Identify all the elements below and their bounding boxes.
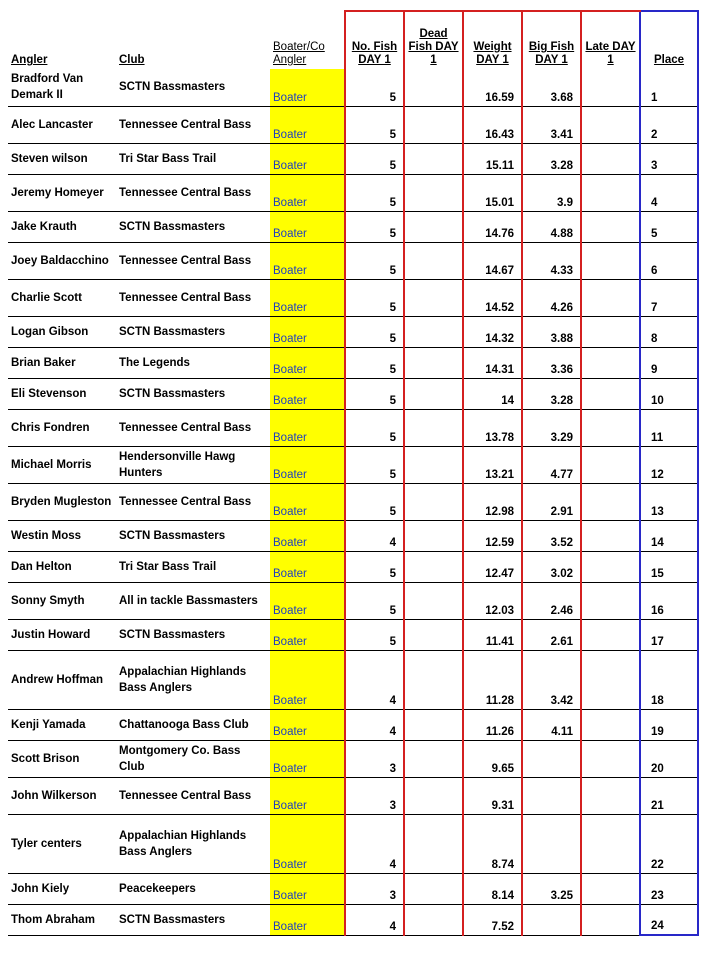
dead-fish-cell (404, 709, 463, 740)
boater-cell: Boater (270, 69, 345, 106)
results-body (8, 69, 698, 935)
big-fish-cell: 3.36 (522, 347, 581, 378)
angler-cell: Charlie Scott (8, 279, 116, 316)
dead-fish-cell (404, 378, 463, 409)
table-row (8, 143, 698, 174)
club-cell: Tennessee Central Bass (116, 777, 270, 814)
late-cell (581, 378, 640, 409)
late-cell (581, 446, 640, 483)
table-row (8, 520, 698, 551)
angler-cell: Alec Lancaster (8, 106, 116, 143)
big-fish-cell: 3.68 (522, 69, 581, 106)
late-cell (581, 242, 640, 279)
weight-cell: 12.98 (463, 483, 522, 520)
late-cell (581, 582, 640, 619)
table-row (8, 242, 698, 279)
boater-cell: Boater (270, 740, 345, 777)
place-cell: 1 (640, 69, 698, 106)
big-fish-cell: 2.91 (522, 483, 581, 520)
club-cell: Montgomery Co. Bass Club (116, 740, 270, 777)
boater-cell: Boater (270, 378, 345, 409)
no-fish-cell: 5 (345, 619, 404, 650)
club-cell: Tri Star Bass Trail (116, 143, 270, 174)
header-club: Club (119, 54, 145, 66)
boater-cell: Boater (270, 409, 345, 446)
weight-cell: 9.31 (463, 777, 522, 814)
place-cell: 12 (640, 446, 698, 483)
dead-fish-cell (404, 873, 463, 904)
place-cell: 15 (640, 551, 698, 582)
late-cell (581, 904, 640, 935)
table-row (8, 316, 698, 347)
place-cell: 19 (640, 709, 698, 740)
boater-cell: Boater (270, 279, 345, 316)
place-cell: 9 (640, 347, 698, 378)
club-cell: Tennessee Central Bass (116, 483, 270, 520)
boater-cell: Boater (270, 777, 345, 814)
big-fish-cell: 2.46 (522, 582, 581, 619)
club-cell: Tennessee Central Bass (116, 279, 270, 316)
angler-cell: Tyler centers (8, 814, 116, 873)
dead-fish-cell (404, 904, 463, 935)
dead-fish-cell (404, 483, 463, 520)
table-row (8, 347, 698, 378)
weight-cell: 13.78 (463, 409, 522, 446)
club-cell: Hendersonville Hawg Hunters (116, 446, 270, 483)
results-table (8, 10, 699, 936)
club-cell: All in tackle Bassmasters (116, 582, 270, 619)
dead-fish-cell (404, 409, 463, 446)
angler-cell: Joey Baldacchino (8, 242, 116, 279)
dead-fish-cell (404, 347, 463, 378)
table-row (8, 582, 698, 619)
late-cell (581, 174, 640, 211)
angler-cell: Logan Gibson (8, 316, 116, 347)
place-cell: 16 (640, 582, 698, 619)
no-fish-cell: 5 (345, 378, 404, 409)
no-fish-cell: 5 (345, 106, 404, 143)
boater-cell: Boater (270, 520, 345, 551)
club-cell: SCTN Bassmasters (116, 520, 270, 551)
weight-cell: 15.11 (463, 143, 522, 174)
header-boater: Boater/Co Angler (273, 41, 325, 66)
no-fish-cell: 5 (345, 347, 404, 378)
boater-cell: Boater (270, 316, 345, 347)
boater-cell: Boater (270, 483, 345, 520)
weight-cell: 16.59 (463, 69, 522, 106)
table-row (8, 378, 698, 409)
big-fish-cell (522, 777, 581, 814)
late-cell (581, 650, 640, 709)
no-fish-cell: 5 (345, 409, 404, 446)
angler-cell: Michael Morris (8, 446, 116, 483)
place-cell: 18 (640, 650, 698, 709)
boater-cell: Boater (270, 650, 345, 709)
weight-cell: 14.76 (463, 211, 522, 242)
place-cell: 8 (640, 316, 698, 347)
club-cell: SCTN Bassmasters (116, 378, 270, 409)
table-row (8, 777, 698, 814)
boater-cell: Boater (270, 211, 345, 242)
big-fish-cell (522, 740, 581, 777)
club-cell: Appalachian Highlands Bass Anglers (116, 814, 270, 873)
header-angler: Angler (11, 54, 48, 66)
dead-fish-cell (404, 143, 463, 174)
big-fish-cell: 4.11 (522, 709, 581, 740)
big-fish-cell: 3.41 (522, 106, 581, 143)
header-place: Place (640, 11, 698, 69)
late-cell (581, 709, 640, 740)
place-cell: 22 (640, 814, 698, 873)
dead-fish-cell (404, 777, 463, 814)
header-weight: Weight DAY 1 (463, 11, 522, 69)
table-row (8, 904, 698, 935)
late-cell (581, 347, 640, 378)
header-big-fish: Big Fish DAY 1 (522, 11, 581, 69)
weight-cell: 14.31 (463, 347, 522, 378)
boater-cell: Boater (270, 873, 345, 904)
big-fish-cell: 4.26 (522, 279, 581, 316)
place-cell: 5 (640, 211, 698, 242)
weight-cell: 13.21 (463, 446, 522, 483)
angler-cell: Scott Brison (8, 740, 116, 777)
place-cell: 11 (640, 409, 698, 446)
boater-cell: Boater (270, 106, 345, 143)
late-cell (581, 211, 640, 242)
weight-cell: 14 (463, 378, 522, 409)
big-fish-cell: 3.88 (522, 316, 581, 347)
boater-cell: Boater (270, 814, 345, 873)
angler-cell: Bryden Mugleston (8, 483, 116, 520)
no-fish-cell: 3 (345, 777, 404, 814)
table-row (8, 446, 698, 483)
big-fish-cell: 3.25 (522, 873, 581, 904)
angler-cell: Dan Helton (8, 551, 116, 582)
big-fish-cell (522, 904, 581, 935)
place-cell: 23 (640, 873, 698, 904)
dead-fish-cell (404, 551, 463, 582)
big-fish-cell: 2.61 (522, 619, 581, 650)
no-fish-cell: 4 (345, 904, 404, 935)
late-cell (581, 279, 640, 316)
angler-cell: Thom Abraham (8, 904, 116, 935)
late-cell (581, 520, 640, 551)
no-fish-cell: 4 (345, 814, 404, 873)
angler-cell: Kenji Yamada (8, 709, 116, 740)
angler-cell: Chris Fondren (8, 409, 116, 446)
late-cell (581, 619, 640, 650)
angler-cell: Jeremy Homeyer (8, 174, 116, 211)
no-fish-cell: 3 (345, 740, 404, 777)
place-cell: 24 (640, 904, 698, 935)
dead-fish-cell (404, 106, 463, 143)
place-cell: 7 (640, 279, 698, 316)
boater-cell: Boater (270, 174, 345, 211)
table-row (8, 106, 698, 143)
place-cell: 6 (640, 242, 698, 279)
dead-fish-cell (404, 619, 463, 650)
angler-cell: Brian Baker (8, 347, 116, 378)
dead-fish-cell (404, 650, 463, 709)
place-cell: 2 (640, 106, 698, 143)
header-row (8, 11, 698, 69)
boater-cell: Boater (270, 582, 345, 619)
angler-cell: Andrew Hoffman (8, 650, 116, 709)
weight-cell: 11.26 (463, 709, 522, 740)
club-cell: Appalachian Highlands Bass Anglers (116, 650, 270, 709)
weight-cell: 12.03 (463, 582, 522, 619)
place-cell: 13 (640, 483, 698, 520)
place-cell: 10 (640, 378, 698, 409)
dead-fish-cell (404, 279, 463, 316)
place-cell: 3 (640, 143, 698, 174)
angler-cell: Justin Howard (8, 619, 116, 650)
big-fish-cell: 3.28 (522, 143, 581, 174)
table-row (8, 551, 698, 582)
table-row (8, 709, 698, 740)
club-cell: Tri Star Bass Trail (116, 551, 270, 582)
place-cell: 4 (640, 174, 698, 211)
club-cell: Tennessee Central Bass (116, 409, 270, 446)
boater-cell: Boater (270, 143, 345, 174)
table-row (8, 409, 698, 446)
late-cell (581, 740, 640, 777)
late-cell (581, 483, 640, 520)
late-cell (581, 873, 640, 904)
dead-fish-cell (404, 814, 463, 873)
place-cell: 14 (640, 520, 698, 551)
boater-cell: Boater (270, 619, 345, 650)
header-late: Late DAY 1 (581, 11, 640, 69)
big-fish-cell: 4.77 (522, 446, 581, 483)
no-fish-cell: 3 (345, 873, 404, 904)
table-row (8, 211, 698, 242)
no-fish-cell: 5 (345, 483, 404, 520)
dead-fish-cell (404, 242, 463, 279)
place-cell: 17 (640, 619, 698, 650)
club-cell: SCTN Bassmasters (116, 316, 270, 347)
no-fish-cell: 5 (345, 242, 404, 279)
club-cell: The Legends (116, 347, 270, 378)
late-cell (581, 143, 640, 174)
table-row (8, 174, 698, 211)
boater-cell: Boater (270, 551, 345, 582)
table-row (8, 814, 698, 873)
table-row (8, 619, 698, 650)
club-cell: SCTN Bassmasters (116, 619, 270, 650)
angler-cell: Bradford Van Demark II (8, 69, 116, 106)
no-fish-cell: 5 (345, 69, 404, 106)
big-fish-cell: 3.52 (522, 520, 581, 551)
table-row (8, 650, 698, 709)
big-fish-cell: 3.02 (522, 551, 581, 582)
weight-cell: 14.32 (463, 316, 522, 347)
weight-cell: 11.41 (463, 619, 522, 650)
dead-fish-cell (404, 211, 463, 242)
dead-fish-cell (404, 520, 463, 551)
weight-cell: 8.74 (463, 814, 522, 873)
weight-cell: 8.14 (463, 873, 522, 904)
weight-cell: 16.43 (463, 106, 522, 143)
angler-cell: Sonny Smyth (8, 582, 116, 619)
angler-cell: John Wilkerson (8, 777, 116, 814)
table-row (8, 740, 698, 777)
angler-cell: Jake Krauth (8, 211, 116, 242)
table-row (8, 279, 698, 316)
no-fish-cell: 5 (345, 143, 404, 174)
weight-cell: 14.67 (463, 242, 522, 279)
club-cell: Tennessee Central Bass (116, 174, 270, 211)
no-fish-cell: 5 (345, 211, 404, 242)
club-cell: Peacekeepers (116, 873, 270, 904)
big-fish-cell: 3.29 (522, 409, 581, 446)
late-cell (581, 814, 640, 873)
weight-cell: 9.65 (463, 740, 522, 777)
dead-fish-cell (404, 740, 463, 777)
club-cell: SCTN Bassmasters (116, 904, 270, 935)
boater-cell: Boater (270, 242, 345, 279)
header-no-fish: No. Fish DAY 1 (345, 11, 404, 69)
weight-cell: 12.59 (463, 520, 522, 551)
weight-cell: 12.47 (463, 551, 522, 582)
table-row (8, 873, 698, 904)
club-cell: SCTN Bassmasters (116, 211, 270, 242)
club-cell: Tennessee Central Bass (116, 106, 270, 143)
boater-cell: Boater (270, 347, 345, 378)
no-fish-cell: 5 (345, 316, 404, 347)
dead-fish-cell (404, 446, 463, 483)
late-cell (581, 551, 640, 582)
late-cell (581, 409, 640, 446)
angler-cell: Westin Moss (8, 520, 116, 551)
big-fish-cell: 3.42 (522, 650, 581, 709)
weight-cell: 11.28 (463, 650, 522, 709)
angler-cell: John Kiely (8, 873, 116, 904)
club-cell: Chattanooga Bass Club (116, 709, 270, 740)
no-fish-cell: 5 (345, 279, 404, 316)
weight-cell: 14.52 (463, 279, 522, 316)
weight-cell: 7.52 (463, 904, 522, 935)
dead-fish-cell (404, 69, 463, 106)
no-fish-cell: 5 (345, 446, 404, 483)
boater-cell: Boater (270, 709, 345, 740)
weight-cell: 15.01 (463, 174, 522, 211)
header-dead-fish: Dead Fish DAY 1 (404, 11, 463, 69)
no-fish-cell: 4 (345, 520, 404, 551)
boater-cell: Boater (270, 446, 345, 483)
late-cell (581, 777, 640, 814)
boater-cell: Boater (270, 904, 345, 935)
table-row (8, 69, 698, 106)
table-row (8, 483, 698, 520)
dead-fish-cell (404, 582, 463, 619)
big-fish-cell: 3.9 (522, 174, 581, 211)
big-fish-cell (522, 814, 581, 873)
no-fish-cell: 5 (345, 551, 404, 582)
no-fish-cell: 5 (345, 174, 404, 211)
dead-fish-cell (404, 316, 463, 347)
late-cell (581, 69, 640, 106)
late-cell (581, 316, 640, 347)
big-fish-cell: 3.28 (522, 378, 581, 409)
no-fish-cell: 5 (345, 582, 404, 619)
dead-fish-cell (404, 174, 463, 211)
late-cell (581, 106, 640, 143)
big-fish-cell: 4.88 (522, 211, 581, 242)
angler-cell: Eli Stevenson (8, 378, 116, 409)
place-cell: 21 (640, 777, 698, 814)
place-cell: 20 (640, 740, 698, 777)
no-fish-cell: 4 (345, 650, 404, 709)
club-cell: Tennessee Central Bass (116, 242, 270, 279)
club-cell: SCTN Bassmasters (116, 69, 270, 106)
angler-cell: Steven wilson (8, 143, 116, 174)
big-fish-cell: 4.33 (522, 242, 581, 279)
no-fish-cell: 4 (345, 709, 404, 740)
